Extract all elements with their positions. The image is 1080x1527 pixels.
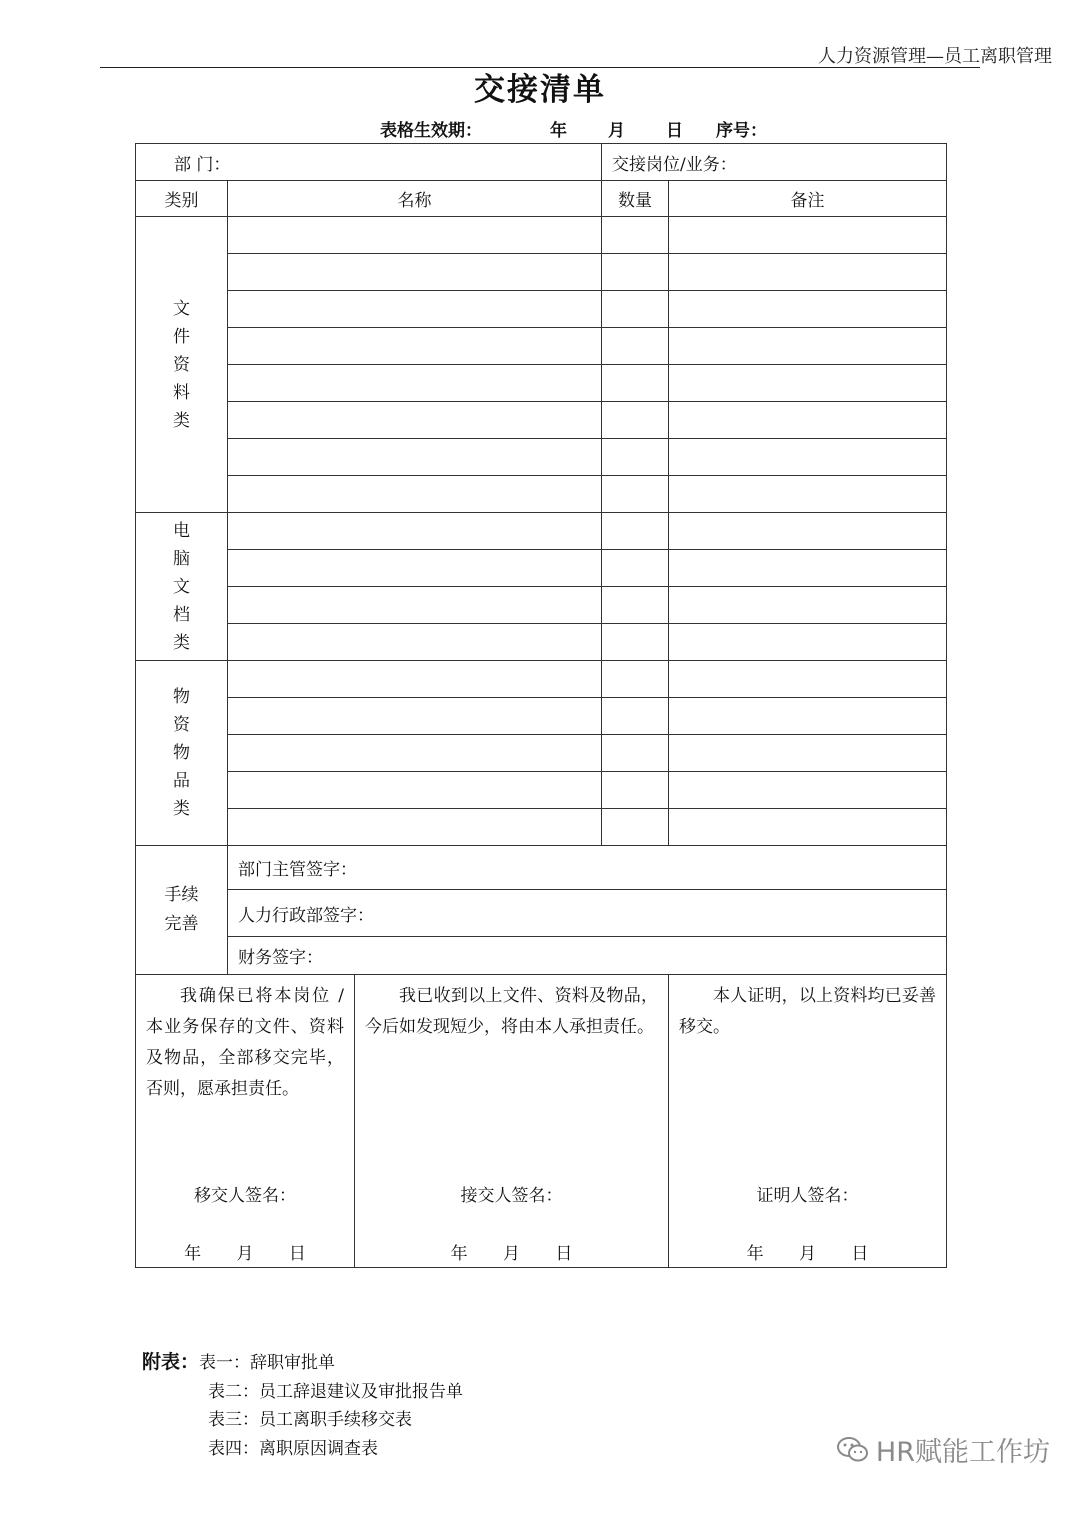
appendix-item: 表三：员工离职手续移交表: [208, 1410, 412, 1430]
procedure-row: [136, 846, 947, 890]
remark-cell[interactable]: [669, 550, 947, 587]
procedure-label-line: 手续: [164, 885, 199, 905]
watermark: [836, 1430, 1050, 1469]
category-char: 料: [173, 382, 190, 403]
category-char: 类: [173, 799, 190, 819]
remark-cell[interactable]: [669, 402, 947, 439]
name-cell[interactable]: [228, 328, 602, 365]
table-row: [136, 328, 947, 365]
appendix-item: 表四：离职原因调查表: [208, 1438, 378, 1459]
wechat-icon: [836, 1435, 870, 1465]
name-cell[interactable]: [228, 550, 602, 587]
procedure-label-line: 完善: [164, 914, 199, 934]
remark-cell[interactable]: [669, 513, 947, 550]
signer-label: 移交人签名：: [194, 1186, 296, 1206]
appendix: [142, 1348, 463, 1463]
name-cell[interactable]: [228, 735, 602, 772]
quantity-cell[interactable]: [602, 328, 669, 365]
witness-statement[interactable]: [669, 975, 947, 1268]
remark-cell[interactable]: [669, 476, 947, 513]
category-char: 件: [173, 326, 190, 347]
category-materials: [136, 661, 228, 846]
remark-cell[interactable]: [669, 772, 947, 809]
remark-cell[interactable]: [669, 809, 947, 846]
category-char: 脑: [173, 548, 190, 569]
watermark-text: HR赋能工作坊: [875, 1437, 1050, 1468]
table-row: [136, 735, 947, 772]
quantity-cell[interactable]: [602, 217, 669, 254]
remark-cell[interactable]: [669, 624, 947, 661]
quantity-cell[interactable]: [602, 513, 669, 550]
effective-year: 年: [550, 121, 567, 141]
appendix-item: 表一：辞职审批单: [199, 1353, 336, 1373]
table-row: [136, 439, 947, 476]
table-row: [136, 587, 947, 624]
quantity-cell[interactable]: [602, 365, 669, 402]
remark-cell[interactable]: [669, 217, 947, 254]
remark-cell[interactable]: [669, 587, 947, 624]
remark-cell[interactable]: [669, 328, 947, 365]
name-cell[interactable]: [228, 772, 602, 809]
category-char: 文: [173, 576, 190, 597]
handover-statement[interactable]: [136, 975, 355, 1268]
dept-manager-signature[interactable]: 部门主管签字：: [228, 846, 947, 890]
dept-field[interactable]: 部 门：: [136, 144, 602, 181]
quantity-cell[interactable]: [602, 550, 669, 587]
quantity-cell[interactable]: [602, 735, 669, 772]
effective-day: 日: [666, 121, 683, 141]
category-char: 电: [173, 520, 190, 541]
table-row: [136, 513, 947, 550]
remark-cell[interactable]: [669, 291, 947, 328]
receiver-statement[interactable]: [355, 975, 669, 1268]
name-cell[interactable]: [228, 402, 602, 439]
table-row: [136, 365, 947, 402]
statement-text: 我已收到以上文件、资料及物品，今后如发现短少，将由本人承担责任。: [365, 986, 659, 1037]
table-row: [136, 624, 947, 661]
handover-table: [135, 143, 947, 1268]
table-row: [136, 809, 947, 846]
quantity-cell[interactable]: [602, 772, 669, 809]
procedure-label: [136, 846, 228, 975]
table-row: [136, 698, 947, 735]
quantity-cell[interactable]: [602, 476, 669, 513]
name-cell[interactable]: [228, 254, 602, 291]
table-row: [136, 402, 947, 439]
category-documents: [136, 217, 228, 513]
quantity-cell[interactable]: [602, 587, 669, 624]
header-text: 人力资源管理—员工离职管理: [818, 46, 1052, 67]
table-row: [136, 772, 947, 809]
category-char: 类: [173, 632, 190, 653]
name-cell[interactable]: [228, 217, 602, 254]
quantity-cell[interactable]: [602, 624, 669, 661]
remark-cell[interactable]: [669, 735, 947, 772]
category-char: 类: [173, 410, 190, 431]
remark-cell[interactable]: [669, 365, 947, 402]
serial-label: 序号：: [716, 121, 767, 141]
category-char: 品: [173, 771, 190, 791]
table-row: [136, 476, 947, 513]
header-category: 类别: [136, 181, 228, 217]
dept-row: [136, 144, 947, 181]
table-header-row: [136, 181, 947, 217]
finance-signature[interactable]: 财务签字：: [228, 937, 947, 975]
category-char: 物: [173, 743, 190, 763]
header-remark: 备注: [669, 181, 947, 217]
name-cell[interactable]: [228, 587, 602, 624]
remark-cell[interactable]: [669, 439, 947, 476]
category-char: 资: [173, 354, 190, 375]
table-row: [136, 550, 947, 587]
statement-text: 本人证明，以上资料均已妥善移交。: [679, 986, 937, 1037]
effective-month: 月: [608, 121, 625, 141]
name-cell[interactable]: [228, 439, 602, 476]
table-row: [136, 291, 947, 328]
sign-date: 年 月 日: [450, 1244, 573, 1264]
remark-cell[interactable]: [669, 661, 947, 698]
form-meta: [380, 116, 767, 141]
name-cell[interactable]: [228, 291, 602, 328]
hr-admin-signature[interactable]: 人力行政部签字：: [228, 890, 947, 937]
name-cell[interactable]: [228, 476, 602, 513]
procedure-row: [136, 937, 947, 975]
name-cell[interactable]: [228, 809, 602, 846]
remark-cell[interactable]: [669, 254, 947, 291]
appendix-item: 表二：员工辞退建议及审批报告单: [208, 1381, 463, 1402]
name-cell[interactable]: [228, 624, 602, 661]
sign-date: 年 月 日: [746, 1244, 869, 1264]
quantity-cell[interactable]: [602, 698, 669, 735]
post-field[interactable]: 交接岗位/业务：: [602, 144, 947, 181]
quantity-cell[interactable]: [602, 661, 669, 698]
name-cell[interactable]: [228, 365, 602, 402]
quantity-cell[interactable]: [602, 809, 669, 846]
signer-label: 接交人签名：: [460, 1186, 563, 1206]
table-row: [136, 254, 947, 291]
quantity-cell[interactable]: [602, 439, 669, 476]
statement-row: [136, 975, 947, 1268]
category-char: 资: [173, 715, 190, 735]
header-name: 名称: [228, 181, 602, 217]
page-title: 交接清单: [474, 72, 606, 108]
quantity-cell[interactable]: [602, 291, 669, 328]
quantity-cell[interactable]: [602, 254, 669, 291]
remark-cell[interactable]: [669, 698, 947, 735]
table-row: [136, 661, 947, 698]
header-quantity: 数量: [602, 181, 669, 217]
category-char: 文: [173, 298, 190, 319]
signer-label: 证明人签名：: [756, 1186, 859, 1206]
category-char: 物: [173, 687, 190, 707]
name-cell[interactable]: [228, 698, 602, 735]
procedure-row: [136, 890, 947, 937]
statement-text: 我确保已将本岗位 / 本业务保存的文件、资料及物品，全部移交完毕，否则，愿承担责任。: [146, 986, 344, 1099]
name-cell[interactable]: [228, 513, 602, 550]
appendix-label: 附表：: [142, 1351, 200, 1373]
quantity-cell[interactable]: [602, 402, 669, 439]
sign-date: 年 月 日: [184, 1244, 306, 1264]
category-computer-files: [136, 513, 228, 661]
effective-date-label: 表格生效期：: [380, 121, 482, 141]
name-cell[interactable]: [228, 661, 602, 698]
table-row: [136, 217, 947, 254]
category-char: 档: [173, 604, 190, 625]
